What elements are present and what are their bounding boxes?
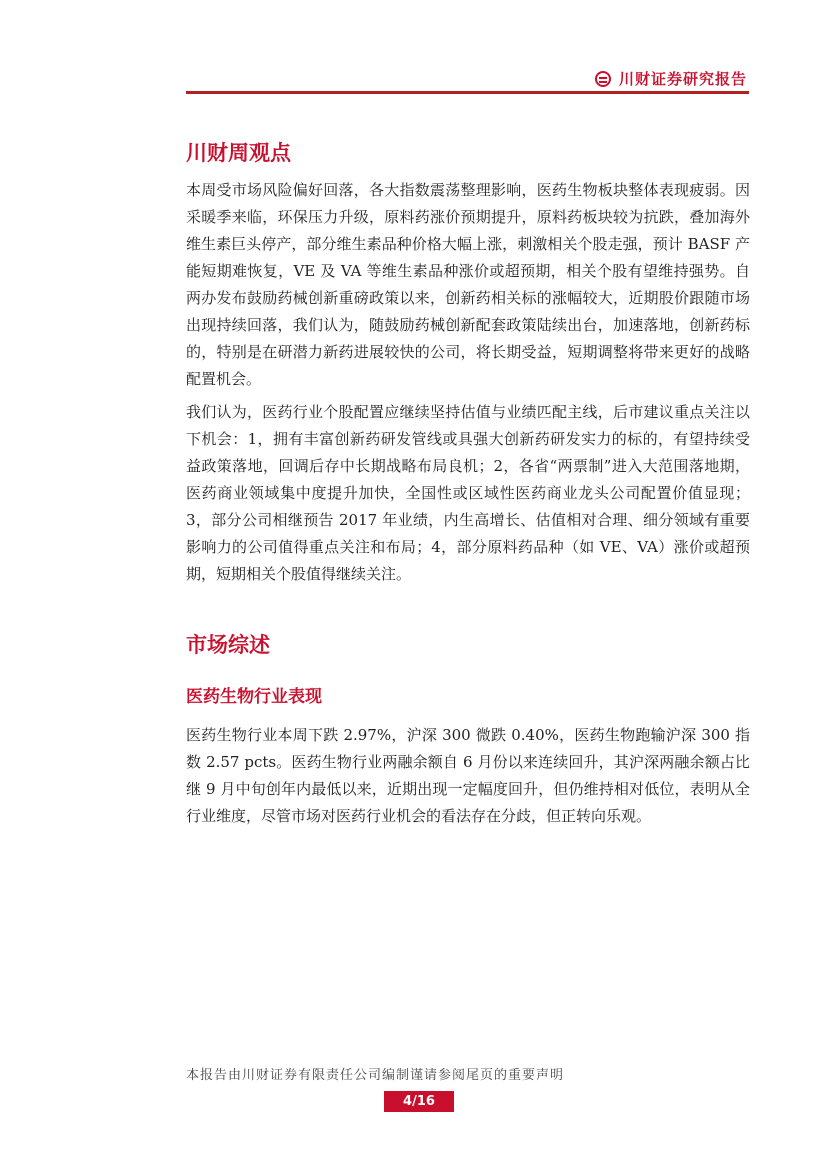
weekly-view-paragraph-1: 本周受市场风险偏好回落，各大指数震荡整理影响，医药生物板块整体表现疲弱。因采暖季来临，环保压力升级，原料药涨价预期提升，原料药板块较为抗跌，叠加海外维生素巨头停产，部分维生素品种价格大幅上涨，刺激相关个股走强，预计 BASF 产能短期难恢复，VE 及 VA 等维生素品种涨价或超预期，相关个股有望维持强势。自两办发布鼓励药械创新重磅政策以来，创新药相关标的涨幅较大，近期股价跟随市场出现持续回落，我们认为，随鼓励药械创新配套政策陆续出台，加速落地，创新药标的，特别是在研潜力新药进展较快的公司，将长期受益，短期调整将带来更好的战略配置机会。 <box>186 181 750 388</box>
chuancai-logo-icon <box>595 71 611 87</box>
section-title-market-overview: 市场综述 <box>186 633 270 657</box>
page-header <box>186 62 749 94</box>
page-number: 4/16 <box>384 1091 454 1112</box>
footer-disclaimer: 本报告由川财证券有限责任公司编制谨请参阅尾页的重要声明 <box>186 1068 565 1083</box>
brand-name: 川财证券研究报告 <box>618 70 747 88</box>
subsection-title-industry-performance: 医药生物行业表现 <box>186 687 322 707</box>
section-title-weekly-view: 川财周观点 <box>186 141 291 165</box>
weekly-view-paragraph-2: 我们认为，医药行业个股配置应继续坚持估值与业绩匹配主线，后市建议重点关注以下机会：1，拥有丰富创新药研发管线或具强大创新药研发实力的标的，有望持续受益政策落地，回调后存中长期战略布局良机；2，各省“两票制”进入大范围落地期，医药商业领域集中度提升加快，全国性或区域性医药商业龙头公司配置价值显现；3，部分公司相继预告 2017 年业绩，内生高增长、估值相对合理、细分领域有重要影响力的公司值得重点关注和布局；4，部分原料药品种（如 VE、VA）涨价或超预期，短期相关个股值得继续关注。 <box>186 403 750 583</box>
header-divider <box>186 91 749 94</box>
industry-performance-paragraph: 医药生物行业本周下跌 2.97%，沪深 300 微跌 0.40%，医药生物跑输沪深 300 指数 2.57 pcts。医药生物行业两融余额自 6 月份以来连续回升，其沪深两融余额占比继 9 月中旬创年内最低以来，近期出现一定幅度回升，但仍维持相对低位，表明从全行业维度，尽管市场对医药行业机会的看法存在分歧，但正转向乐观。 <box>186 726 750 825</box>
brand <box>595 68 747 89</box>
